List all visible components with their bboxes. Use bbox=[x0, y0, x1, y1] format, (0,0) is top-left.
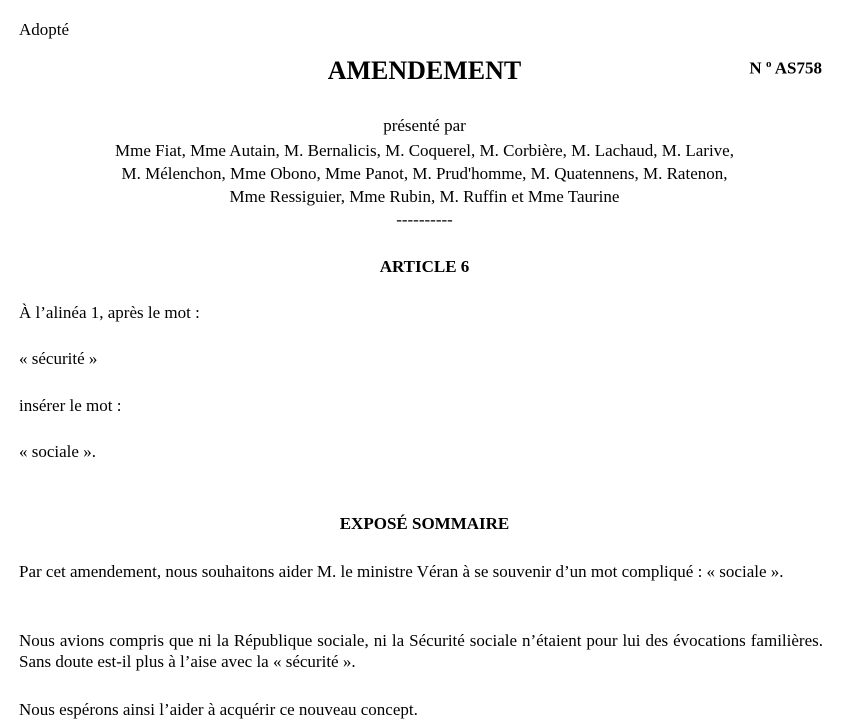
amendment-paragraph: insérer le mot : bbox=[19, 396, 122, 415]
amendment-status: Adopté bbox=[19, 20, 70, 39]
expose-paragraph: Par cet amendement, nous souhaitons aider M. le ministre Véran à se souvenir d’un mot compliqué : « sociale ». bbox=[19, 562, 784, 581]
authors-line: Mme Ressiguier, Mme Rubin, M. Ruffin et Mme Taurine bbox=[229, 187, 620, 206]
authors-line: M. Mélenchon, Mme Obono, Mme Panot, M. Prud'homme, M. Quatennens, M. Ratenon, bbox=[121, 164, 728, 183]
amendment-paragraph: « sécurité » bbox=[19, 349, 98, 368]
separator-line: ---------- bbox=[396, 210, 453, 229]
amendment-number bbox=[749, 54, 822, 79]
expose-paragraph: Nous avions compris que ni la République sociale, ni la Sécurité sociale n’étaient pour lui des évocations familières. Sans doute est-il plus à l’aise avec la « sécurité ». bbox=[19, 631, 823, 671]
number-superscript: o bbox=[765, 58, 772, 70]
expose-heading: EXPOSÉ SOMMAIRE bbox=[339, 514, 510, 533]
authors-list bbox=[40, 139, 809, 208]
presented-by-label: présenté par bbox=[383, 116, 466, 135]
number-prefix: N bbox=[749, 58, 762, 78]
authors-line: Mme Fiat, Mme Autain, M. Bernalicis, M. Coquerel, M. Corbière, M. Lachaud, M. Larive, bbox=[115, 141, 734, 160]
amendment-paragraph: « sociale ». bbox=[19, 442, 96, 461]
article-heading: ARTICLE 6 bbox=[379, 257, 470, 276]
amendment-paragraph: À l’alinéa 1, après le mot : bbox=[19, 303, 200, 322]
document-title: AMENDEMENT bbox=[327, 56, 522, 85]
expose-paragraph: Nous espérons ainsi l’aider à acquérir ce nouveau concept. bbox=[19, 700, 418, 719]
number-value: AS758 bbox=[774, 58, 822, 78]
